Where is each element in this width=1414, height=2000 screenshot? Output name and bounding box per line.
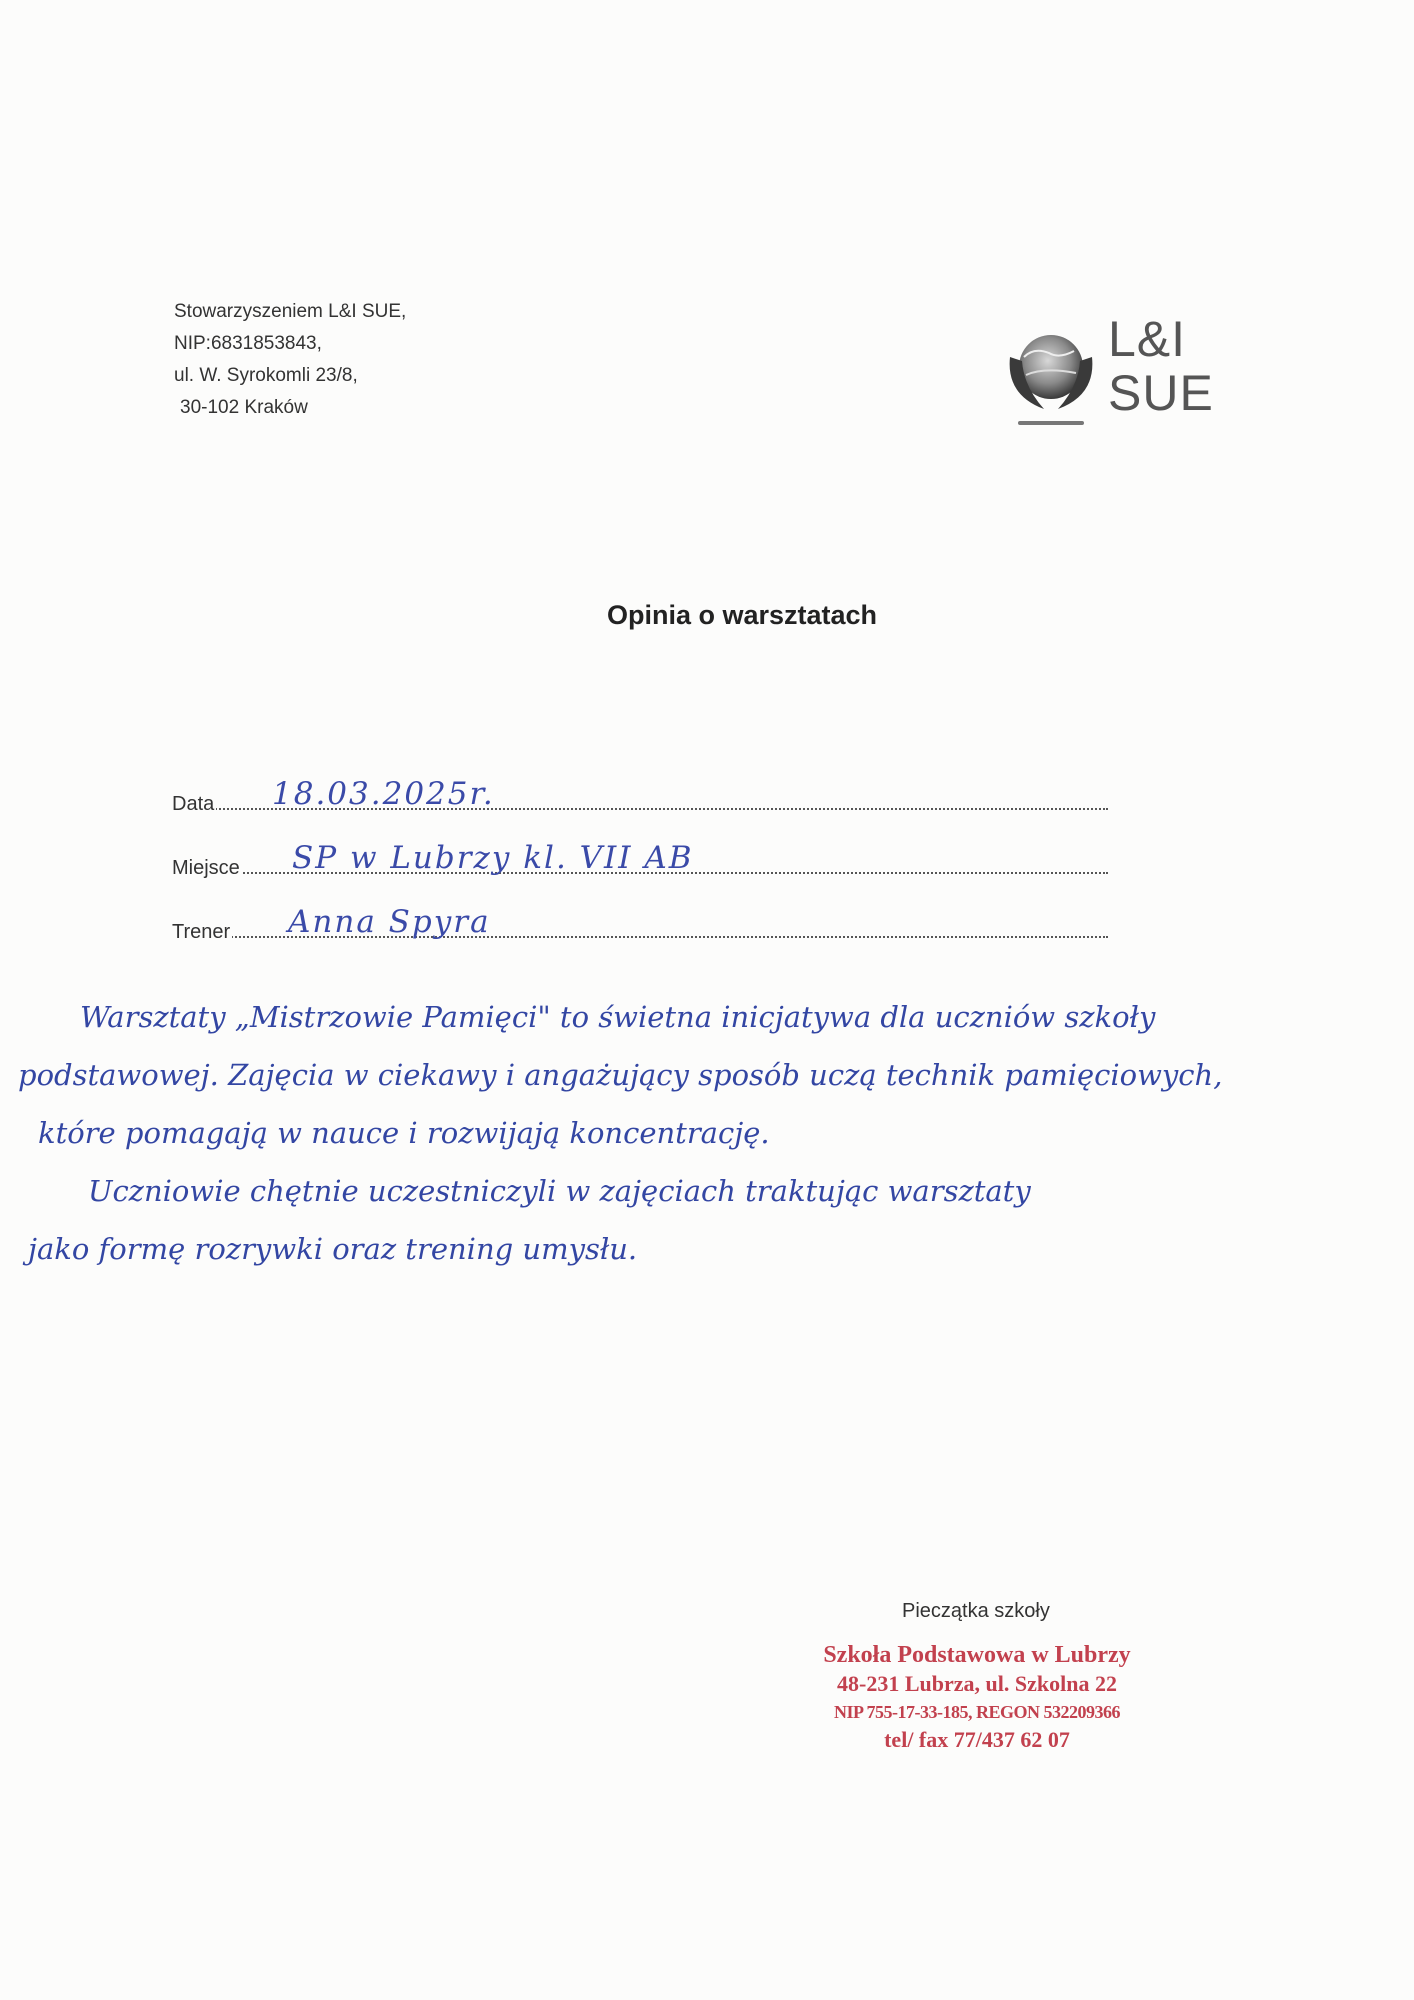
date-field (172, 768, 1108, 818)
logo-line-2: SUE (1108, 365, 1214, 421)
trainer-field (172, 896, 1108, 946)
logo-line-1: L&I (1108, 311, 1187, 367)
sender-city: 30-102 Kraków (180, 397, 308, 418)
document-title: Opinia o warsztatach (606, 600, 878, 630)
place-label: Miejsce (172, 857, 240, 879)
stamp-nip-regon: NIP 755-17-33-185, REGON 532209366 (834, 1702, 1120, 1722)
trainer-value: Anna Spyra (288, 904, 491, 940)
date-value: 18.03.2025r. (272, 776, 495, 812)
school-stamp (812, 1640, 1142, 1754)
opinion-text (18, 988, 1278, 1278)
organization-logo (1004, 312, 1214, 442)
stamp-phone: tel/ fax 77/437 62 07 (884, 1727, 1070, 1752)
sender-nip: NIP:6831853843, (174, 333, 322, 354)
opinion-line-3: które pomagają w nauce i rozwijają koncentrację. (38, 1116, 770, 1150)
sender-street: ul. W. Syrokomli 23/8, (174, 365, 358, 386)
stamp-school-name: Szkoła Podstawowa w Lubrzy (823, 1642, 1131, 1668)
stamp-label: Pieczątka szkoły (902, 1600, 1050, 1622)
sender-address (174, 296, 406, 424)
trainer-label: Trener (172, 921, 231, 943)
opinion-line-2: podstawowej. Zajęcia w ciekawy i angażujący sposób uczą technik pamięciowych, (18, 1058, 1223, 1092)
opinion-line-5: jako formę rozrywki oraz trening umysłu. (28, 1232, 638, 1266)
place-field (172, 832, 1108, 882)
sender-name: Stowarzyszeniem L&I SUE, (174, 301, 407, 322)
globe-hands-icon (1004, 317, 1098, 435)
opinion-line-4: Uczniowie chętnie uczestniczyli w zajęciach traktując warsztaty (88, 1174, 1031, 1208)
place-value: SP w Lubrzy kl. VII AB (292, 840, 694, 876)
date-label: Data (172, 793, 215, 815)
opinion-line-1: Warsztaty „Mistrzowie Pamięci" to świetna inicjatywa dla uczniów szkoły (80, 1000, 1156, 1034)
stamp-address: 48-231 Lubrza, ul. Szkolna 22 (837, 1671, 1117, 1696)
